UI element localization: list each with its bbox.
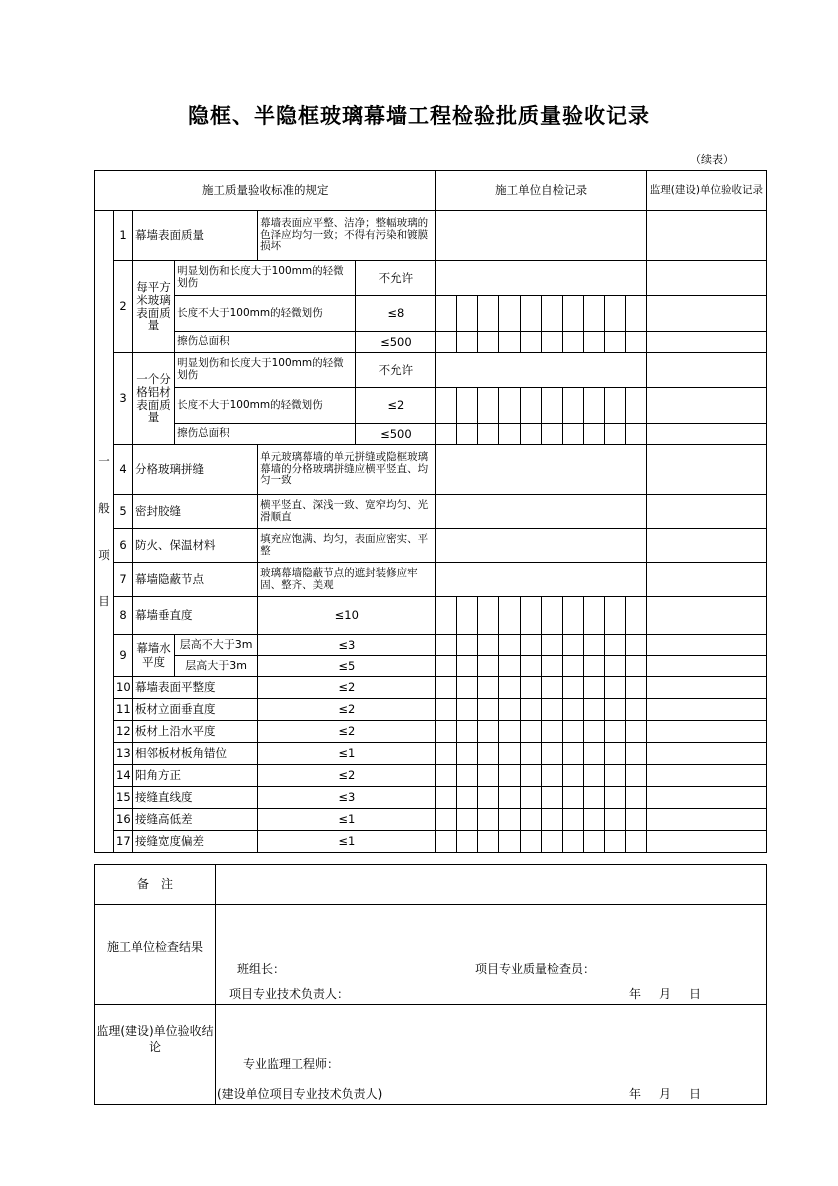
self-check-cell (436, 445, 646, 495)
self-check-cell (625, 699, 646, 721)
item-no: 9 (119, 648, 127, 663)
self-check-cell (625, 388, 646, 424)
table-row (95, 635, 767, 656)
supervision-cell (646, 721, 766, 743)
self-check-cell (583, 721, 604, 743)
sub-item-value: 不允许 (378, 362, 414, 377)
self-check-cell (541, 765, 562, 787)
item-no: 12 (116, 724, 131, 739)
table-row (95, 809, 767, 831)
remarks-label: 备 注 (95, 865, 216, 904)
supervision-cell (646, 656, 766, 677)
self-check-cell (478, 721, 499, 743)
self-check-cell (541, 699, 562, 721)
sub-item-name: 擦伤总面积 (177, 335, 230, 348)
self-check-cell (436, 721, 457, 743)
item-name: 分格玻璃拼缝 (135, 462, 205, 477)
sub-item-name: 层高不大于3m (179, 637, 253, 651)
supervision-cell (646, 211, 766, 261)
self-check-cell (625, 809, 646, 831)
sub-item-value: ≤500 (380, 334, 412, 349)
item-value: ≤1 (338, 834, 356, 849)
self-check-cell (583, 699, 604, 721)
team-leader-label: 班组长： (237, 962, 286, 976)
supervision-cell (646, 699, 766, 721)
self-check-cell (520, 743, 541, 765)
self-check-cell (604, 597, 625, 635)
item-name: 板材上沿水平度 (135, 724, 216, 739)
self-check-cell (478, 765, 499, 787)
self-check-cell (541, 332, 562, 353)
self-check-cell (583, 296, 604, 332)
item-no: 11 (116, 702, 131, 717)
item-value: ≤2 (338, 724, 356, 739)
self-check-cell (436, 699, 457, 721)
item-no: 8 (119, 608, 127, 623)
self-check-cell (541, 677, 562, 699)
self-check-cell (541, 388, 562, 424)
self-check-cell (562, 656, 583, 677)
item-name: 幕墙隐蔽节点 (135, 572, 205, 587)
self-check-cell (499, 424, 520, 445)
item-name: 板材立面垂直度 (135, 702, 216, 717)
self-check-cell (562, 699, 583, 721)
self-check-cell (436, 296, 457, 332)
self-check-cell (541, 831, 562, 853)
self-check-cell (478, 296, 499, 332)
item-no: 1 (119, 228, 127, 243)
inspection-table (94, 170, 767, 853)
item-spec: 单元玻璃幕墙的单元拼缝或隐框玻璃幕墙的分格玻璃拼缝应横平竖直、均匀一致 (260, 451, 429, 487)
owner-rep-label: (建设单位项目专业技术负责人) (217, 1087, 383, 1101)
self-check-cell (583, 743, 604, 765)
table-row (95, 495, 767, 529)
self-check-cell (457, 332, 478, 353)
supervision-cell (646, 597, 766, 635)
item-value: ≤2 (338, 702, 356, 717)
self-check-cell (457, 699, 478, 721)
self-check-cell (457, 424, 478, 445)
side-label-char: 般 (98, 500, 110, 515)
supervision-cell (646, 677, 766, 699)
self-check-cell (499, 597, 520, 635)
self-check-cell (499, 296, 520, 332)
self-check-cell (436, 743, 457, 765)
self-check-cell (625, 635, 646, 656)
supervision-cell (646, 261, 766, 296)
self-check-cell (478, 809, 499, 831)
self-check-cell (457, 765, 478, 787)
supervision-cell (646, 296, 766, 332)
self-check-cell (436, 809, 457, 831)
table-row (95, 765, 767, 787)
self-check-cell (457, 597, 478, 635)
sub-item-value: ≤5 (338, 658, 356, 673)
item-value: ≤1 (338, 812, 356, 827)
self-check-cell (457, 809, 478, 831)
self-check-cell (457, 635, 478, 656)
self-check-cell (541, 424, 562, 445)
self-check-cell (499, 787, 520, 809)
self-check-cell (436, 656, 457, 677)
item-name: 幕墙水平度 (136, 641, 171, 669)
self-check-cell (520, 699, 541, 721)
self-check-cell (436, 495, 646, 529)
item-spec: 填充应饱满、均匀，表面应密实、平整 (260, 532, 429, 557)
item-no: 13 (116, 746, 131, 761)
self-check-cell (604, 699, 625, 721)
self-check-cell (562, 424, 583, 445)
table-row (95, 424, 767, 445)
quality-inspector-label: 项目专业质量检查员： (475, 962, 596, 976)
self-check-cell (562, 635, 583, 656)
table-row (95, 353, 767, 388)
supervision-cell (646, 353, 766, 388)
supervision-cell (646, 332, 766, 353)
table-row (95, 787, 767, 809)
table-row (95, 743, 767, 765)
item-spec: 幕墙表面应平整、洁净；整幅玻璃的色泽应均匀一致；不得有污染和镀膜损坏 (260, 217, 429, 253)
table-row (95, 597, 767, 635)
self-check-cell (499, 332, 520, 353)
item-name: 接缝高低差 (135, 812, 193, 827)
table-row (95, 445, 767, 495)
self-check-cell (604, 424, 625, 445)
item-spec: 横平竖直、深浅一致、宽窄均匀、光滑顺直 (260, 498, 429, 523)
self-check-cell (520, 721, 541, 743)
self-check-cell (520, 424, 541, 445)
engineer-label: 专业监理工程师： (243, 1057, 340, 1071)
item-name: 密封胶缝 (135, 504, 182, 519)
supervision-cell (646, 787, 766, 809)
sub-item-value: ≤500 (380, 426, 412, 441)
self-check-cell (604, 809, 625, 831)
supervision-cell (646, 743, 766, 765)
self-check-cell (478, 656, 499, 677)
supervision-label: 监理(建设)单位验收结论 (95, 1005, 216, 1104)
self-check-cell (604, 332, 625, 353)
self-check-cell (499, 831, 520, 853)
self-check-cell (562, 787, 583, 809)
self-check-cell (625, 656, 646, 677)
supervision-result-box (94, 1004, 767, 1105)
self-check-cell (499, 765, 520, 787)
item-name: 相邻板材板角错位 (135, 746, 228, 761)
tech-lead-label: 项目专业技术负责人： (229, 987, 350, 1001)
self-check-cell (583, 656, 604, 677)
table-row (95, 699, 767, 721)
item-no: 14 (116, 768, 131, 783)
side-label-char: 目 (98, 594, 110, 609)
self-check-cell (499, 721, 520, 743)
self-check-cell (541, 743, 562, 765)
self-check-cell (499, 388, 520, 424)
item-no: 17 (116, 834, 131, 849)
self-check-cell (520, 787, 541, 809)
self-check-cell (562, 743, 583, 765)
sub-item-name: 明显划伤和长度大于100mm的轻微划伤 (177, 265, 344, 289)
item-name: 每平方米玻璃表面质量 (136, 279, 171, 333)
self-check-cell (436, 353, 646, 388)
self-check-cell (541, 656, 562, 677)
table-row (95, 261, 767, 296)
supervision-date: 年 月 日 (629, 1087, 705, 1101)
self-check-cell (436, 563, 646, 597)
self-check-cell (520, 388, 541, 424)
construction-result-box (94, 904, 767, 1005)
supervision-cell (646, 635, 766, 656)
table-row (95, 677, 767, 699)
table-row (95, 656, 767, 677)
construction-date: 年 月 日 (629, 987, 705, 1001)
self-check-cell (436, 211, 646, 261)
self-check-cell (583, 677, 604, 699)
construction-label: 施工单位检查结果 (95, 905, 216, 1004)
self-check-cell (478, 699, 499, 721)
self-check-cell (457, 721, 478, 743)
table-row (95, 721, 767, 743)
self-check-cell (562, 765, 583, 787)
self-check-cell (541, 809, 562, 831)
self-check-cell (520, 296, 541, 332)
supervision-cell (646, 529, 766, 563)
self-check-cell (583, 765, 604, 787)
self-check-cell (541, 721, 562, 743)
table-row (95, 831, 767, 853)
self-check-cell (436, 388, 457, 424)
item-value: ≤2 (338, 768, 356, 783)
header-self-check: 施工单位自检记录 (495, 183, 588, 198)
self-check-cell (478, 388, 499, 424)
self-check-cell (478, 332, 499, 353)
self-check-cell (625, 831, 646, 853)
self-check-cell (436, 787, 457, 809)
sub-item-name: 明显划伤和长度大于100mm的轻微划伤 (177, 357, 344, 381)
self-check-cell (478, 831, 499, 853)
self-check-cell (583, 388, 604, 424)
self-check-cell (625, 296, 646, 332)
supervision-cell (646, 563, 766, 597)
self-check-cell (625, 743, 646, 765)
self-check-cell (499, 677, 520, 699)
self-check-cell (499, 743, 520, 765)
self-check-cell (478, 597, 499, 635)
self-check-cell (604, 677, 625, 699)
self-check-cell (604, 296, 625, 332)
self-check-cell (436, 529, 646, 563)
self-check-cell (583, 635, 604, 656)
table-row (95, 296, 767, 332)
table-row (95, 529, 767, 563)
self-check-cell (520, 332, 541, 353)
self-check-cell (499, 699, 520, 721)
self-check-cell (562, 721, 583, 743)
sub-item-name: 擦伤总面积 (177, 427, 230, 440)
self-check-cell (478, 787, 499, 809)
self-check-cell (625, 787, 646, 809)
supervision-cell (646, 809, 766, 831)
item-no: 4 (119, 462, 127, 477)
self-check-cell (583, 787, 604, 809)
self-check-cell (562, 332, 583, 353)
item-no: 3 (119, 391, 127, 406)
item-value: ≤3 (338, 790, 356, 805)
page-title: 隐框、半隐框玻璃幕墙工程检验批质量验收记录 (188, 104, 650, 128)
self-check-cell (583, 332, 604, 353)
item-name: 阳角方正 (135, 768, 182, 783)
self-check-cell (520, 809, 541, 831)
self-check-cell (436, 831, 457, 853)
self-check-cell (520, 597, 541, 635)
header-supervision: 监理(建设)单位验收记录 (649, 183, 763, 196)
side-label-cell (95, 211, 114, 853)
item-value: ≤2 (338, 680, 356, 695)
header-standard: 施工质量验收标准的规定 (201, 183, 329, 198)
self-check-cell (625, 677, 646, 699)
item-name: 接缝宽度偏差 (135, 834, 205, 849)
item-value: ≤10 (334, 608, 359, 623)
item-name: 幕墙表面质量 (135, 228, 205, 243)
self-check-cell (562, 809, 583, 831)
self-check-cell (583, 424, 604, 445)
self-check-cell (583, 809, 604, 831)
self-check-cell (604, 721, 625, 743)
self-check-cell (604, 743, 625, 765)
sub-item-name: 长度不大于100mm的轻微划伤 (177, 398, 323, 411)
item-name: 幕墙表面平整度 (135, 680, 216, 695)
self-check-cell (625, 597, 646, 635)
sub-item-value: 不允许 (378, 270, 414, 285)
self-check-cell (625, 332, 646, 353)
table-row (95, 388, 767, 424)
self-check-cell (457, 787, 478, 809)
self-check-cell (436, 597, 457, 635)
self-check-cell (604, 388, 625, 424)
sub-item-value: ≤2 (387, 398, 405, 413)
self-check-cell (457, 677, 478, 699)
supervision-cell (646, 445, 766, 495)
sub-item-value: ≤8 (387, 306, 405, 321)
self-check-cell (520, 635, 541, 656)
self-check-cell (436, 424, 457, 445)
self-check-cell (436, 635, 457, 656)
self-check-cell (499, 635, 520, 656)
self-check-cell (541, 296, 562, 332)
self-check-cell (520, 656, 541, 677)
self-check-cell (604, 635, 625, 656)
sub-item-name: 长度不大于100mm的轻微划伤 (177, 306, 323, 319)
item-no: 15 (116, 790, 131, 805)
item-no: 6 (119, 538, 127, 553)
self-check-cell (583, 831, 604, 853)
self-check-cell (499, 656, 520, 677)
table-row (95, 332, 767, 353)
self-check-cell (436, 332, 457, 353)
sub-item-name: 层高大于3m (185, 658, 247, 672)
self-check-cell (520, 677, 541, 699)
item-name: 幕墙垂直度 (135, 608, 193, 623)
self-check-cell (436, 765, 457, 787)
continued-label: （续表） (690, 153, 734, 166)
self-check-cell (478, 424, 499, 445)
self-check-cell (457, 388, 478, 424)
self-check-cell (478, 635, 499, 656)
self-check-cell (562, 388, 583, 424)
supervision-cell (646, 424, 766, 445)
self-check-cell (604, 656, 625, 677)
item-value: ≤1 (338, 746, 356, 761)
item-name: 防火、保温材料 (135, 538, 216, 553)
self-check-cell (457, 743, 478, 765)
supervision-cell (646, 831, 766, 853)
item-spec: 玻璃幕墙隐蔽节点的遮封装修应牢固、整齐、美观 (260, 566, 418, 591)
self-check-cell (520, 765, 541, 787)
side-label-char: 项 (98, 547, 110, 562)
self-check-cell (478, 677, 499, 699)
supervision-cell (646, 388, 766, 424)
sub-item-value: ≤3 (338, 637, 356, 652)
self-check-cell (520, 831, 541, 853)
item-no: 2 (119, 299, 127, 314)
self-check-cell (562, 677, 583, 699)
item-name: 一个分格铝材表面质量 (136, 371, 171, 425)
self-check-cell (583, 597, 604, 635)
table-row (95, 563, 767, 597)
side-label-char: 一 (98, 454, 110, 469)
remarks-box (94, 864, 767, 905)
self-check-cell (541, 787, 562, 809)
self-check-cell (604, 765, 625, 787)
self-check-cell (457, 656, 478, 677)
self-check-cell (625, 424, 646, 445)
self-check-cell (562, 597, 583, 635)
self-check-cell (436, 677, 457, 699)
self-check-cell (436, 261, 646, 296)
self-check-cell (562, 296, 583, 332)
self-check-cell (541, 635, 562, 656)
item-no: 16 (116, 812, 131, 827)
supervision-cell (646, 495, 766, 529)
self-check-cell (457, 296, 478, 332)
self-check-cell (625, 721, 646, 743)
self-check-cell (625, 765, 646, 787)
self-check-cell (499, 809, 520, 831)
self-check-cell (541, 597, 562, 635)
item-no: 5 (119, 504, 127, 519)
self-check-cell (604, 787, 625, 809)
self-check-cell (604, 831, 625, 853)
item-no: 7 (119, 572, 127, 587)
table-row (95, 211, 767, 261)
self-check-cell (478, 743, 499, 765)
self-check-cell (562, 831, 583, 853)
item-name: 接缝直线度 (135, 790, 193, 805)
supervision-cell (646, 765, 766, 787)
self-check-cell (457, 831, 478, 853)
item-no: 10 (116, 680, 131, 695)
